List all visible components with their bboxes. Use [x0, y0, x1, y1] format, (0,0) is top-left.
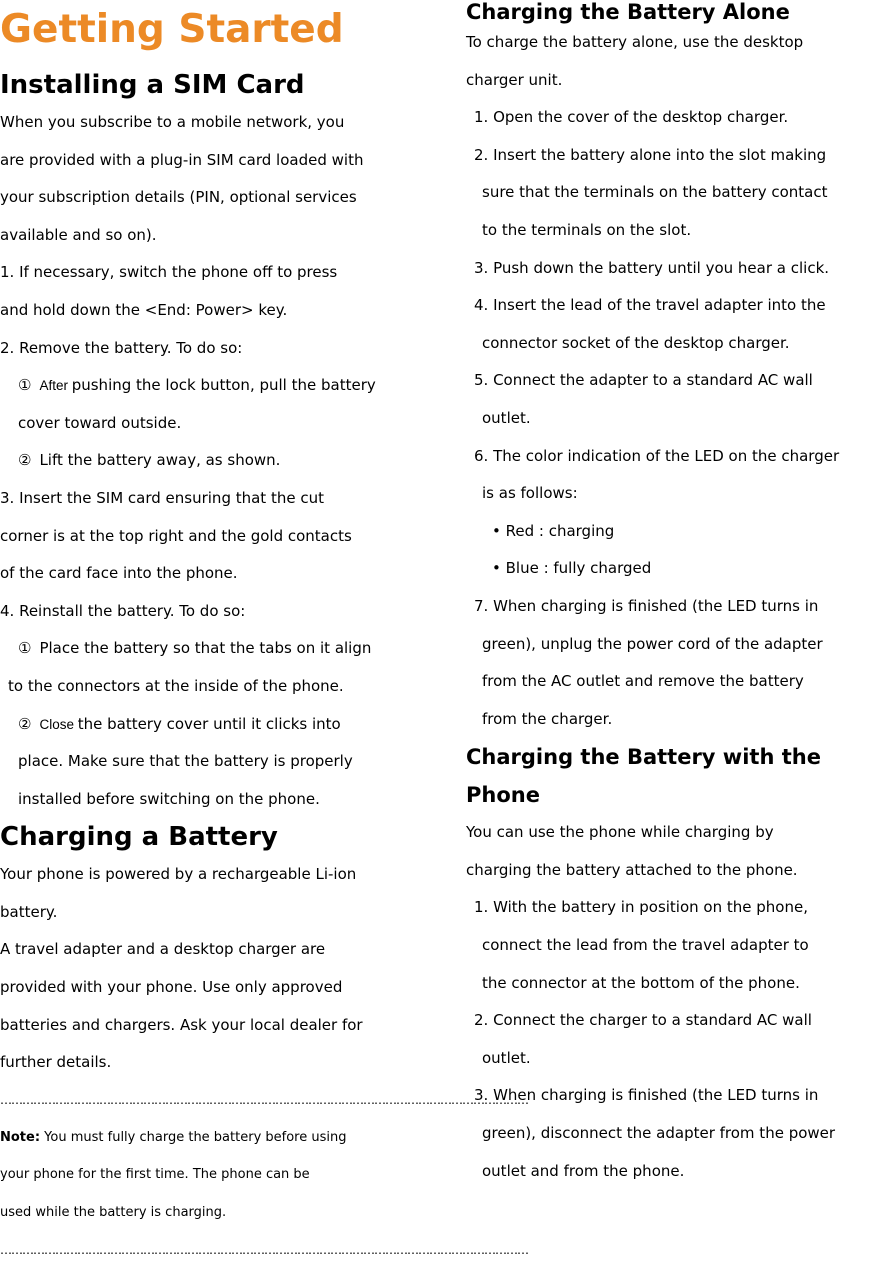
step-lead-word: After [39, 378, 72, 394]
step-lead-word: Close [39, 716, 78, 732]
step-text: 4. Reinstall the battery. To do so: [0, 601, 246, 620]
paragraph-line: available and so on). [0, 225, 157, 244]
step-line [0, 405, 430, 443]
step-line [466, 1040, 882, 1078]
step-line [466, 889, 882, 927]
step-line [466, 513, 882, 551]
paragraph-line: battery. [0, 902, 58, 921]
step-line [466, 137, 882, 175]
step-text: green), disconnect the adapter from the power [482, 1124, 836, 1143]
step-line [466, 965, 882, 1003]
note-divider-top: ……………………………………………………………………………………………………………………………… [0, 1092, 528, 1107]
sim-steps-list [0, 254, 430, 818]
step-text: 1. If necessary, switch the phone off to press [0, 263, 338, 282]
paragraph-line: charging the battery attached to the phone. [466, 860, 798, 879]
phone-steps-list [466, 889, 882, 1190]
step-line [466, 212, 882, 250]
paragraph-line: When you subscribe to a mobile network, you [0, 113, 345, 131]
step-text: 3. Push down the battery until you hear a click. [474, 258, 830, 277]
step-line [466, 1002, 882, 1040]
paragraph-line: You can use the phone while charging by [466, 823, 774, 842]
step-line [466, 475, 882, 513]
paragraph-line: provided with your phone. Use only approved [0, 978, 343, 997]
heading-line: Phone [466, 783, 540, 808]
step-text: Place the battery so that the tabs on it align [39, 639, 372, 658]
step-line [466, 1153, 882, 1191]
step-text: from the charger. [482, 709, 613, 728]
note-label: Note: [0, 1129, 41, 1145]
step-line [466, 400, 882, 438]
note-text: You must fully charge the battery before using [40, 1129, 347, 1145]
step-text: outlet. [482, 1048, 531, 1067]
step-text: cover toward outside. [18, 413, 182, 432]
step-line [0, 518, 430, 556]
step-text: 3. Insert the SIM card ensuring that the cut [0, 488, 324, 507]
phone-intro [466, 814, 882, 889]
step-line [466, 287, 882, 325]
step-text: 2. Remove the battery. To do so: [0, 338, 243, 357]
step-line [466, 174, 882, 212]
step-line [466, 99, 882, 137]
charging-alone-heading: Charging the Battery Alone [466, 0, 790, 24]
step-text: installed before switching on the phone. [18, 789, 320, 808]
paragraph-line: further details. [0, 1053, 112, 1072]
sim-card-heading: Installing a SIM Card [0, 70, 305, 100]
step-text: • Blue : fully charged [492, 559, 652, 578]
step-line [466, 550, 882, 588]
step-marker: ② [18, 714, 32, 733]
step-text: pushing the lock button, pull the battery [71, 376, 376, 395]
step-text: 2. Connect the charger to a standard AC wall [474, 1011, 812, 1030]
note-line: used while the battery is charging. [0, 1205, 227, 1221]
step-line [466, 325, 882, 363]
step-text: from the AC outlet and remove the battery [482, 672, 804, 691]
alone-intro [466, 24, 882, 99]
step-text: outlet. [482, 408, 531, 427]
step-text: Lift the battery away, as shown. [39, 451, 281, 470]
step-line [466, 701, 882, 739]
step-text: 2. Insert the battery alone into the slot making [474, 145, 827, 164]
step-text: the battery cover until it clicks into [77, 714, 341, 733]
charging-heading: Charging a Battery [0, 822, 278, 853]
step-line [0, 743, 430, 781]
step-text: 4. Insert the lead of the travel adapter into the [474, 296, 826, 315]
step-text: and hold down the <End: Power> key. [0, 300, 288, 319]
step-line [0, 254, 430, 292]
step-line [466, 1077, 882, 1115]
step-text: to the terminals on the slot. [482, 220, 692, 239]
alone-steps-list [466, 99, 882, 738]
step-line [0, 593, 430, 631]
heading-line: Charging the Battery with the [466, 745, 821, 770]
step-text: the connector at the bottom of the phone. [482, 973, 800, 992]
step-text: connect the lead from the travel adapter to [482, 936, 809, 955]
step-marker: ① [18, 376, 32, 395]
step-text: is as follows: [482, 484, 578, 503]
step-text: connector socket of the desktop charger. [482, 333, 790, 352]
step-line [0, 442, 430, 480]
paragraph-line: To charge the battery alone, use the desktop [466, 33, 804, 51]
step-line [0, 555, 430, 593]
step-line [0, 330, 430, 368]
step-line [0, 367, 430, 405]
step-line [466, 438, 882, 476]
charging-paragraph [0, 856, 430, 1082]
paragraph-line: A travel adapter and a desktop charger are [0, 940, 326, 959]
step-line [466, 250, 882, 288]
charging-with-phone-heading [466, 738, 882, 814]
step-text: 3. When charging is finished (the LED turns in [474, 1086, 819, 1105]
step-text: outlet and from the phone. [482, 1161, 685, 1180]
paragraph-line: your subscription details (PIN, optional services [0, 188, 357, 207]
step-line [0, 480, 430, 518]
step-line [0, 630, 430, 668]
step-text: 7. When charging is finished (the LED turns in [474, 596, 819, 615]
page-title: Getting Started [0, 7, 344, 52]
step-text: corner is at the top right and the gold contacts [0, 526, 352, 545]
step-line [466, 927, 882, 965]
step-text: • Red : charging [492, 521, 615, 540]
step-marker: ② [18, 451, 32, 470]
step-text: 1. With the battery in position on the phone, [474, 898, 808, 917]
paragraph-line: Your phone is powered by a rechargeable Li-ion [0, 865, 357, 884]
step-line [0, 781, 430, 819]
step-text: 1. Open the cover of the desktop charger. [474, 108, 789, 127]
paragraph-line: charger unit. [466, 70, 563, 89]
step-line [466, 626, 882, 664]
step-line [466, 362, 882, 400]
step-line [466, 588, 882, 626]
step-line [466, 1115, 882, 1153]
sim-intro [0, 104, 430, 254]
note-line [0, 1119, 430, 1157]
step-text: of the card face into the phone. [0, 564, 238, 583]
paragraph-line: batteries and chargers. Ask your local dealer for [0, 1015, 363, 1034]
step-text: sure that the terminals on the battery contact [482, 183, 828, 202]
step-text: 6. The color indication of the LED on the charger [474, 446, 840, 465]
step-line [0, 668, 430, 706]
step-line [466, 663, 882, 701]
step-line [0, 292, 430, 330]
note-box [0, 1119, 430, 1232]
step-text: to the connectors at the inside of the phone. [8, 676, 344, 695]
note-line: your phone for the first time. The phone can be [0, 1167, 310, 1183]
paragraph-line: are provided with a plug-in SIM card loaded with [0, 150, 364, 169]
step-text: 5. Connect the adapter to a standard AC wall [474, 371, 813, 390]
step-marker: ① [18, 639, 32, 658]
note-divider-bottom: ……………………………………………………………………………………………………………………………… [0, 1242, 528, 1257]
step-text: green), unplug the power cord of the adapter [482, 634, 823, 653]
right-column [466, 0, 882, 1190]
step-line [0, 706, 430, 744]
step-text: place. Make sure that the battery is properly [18, 752, 353, 771]
